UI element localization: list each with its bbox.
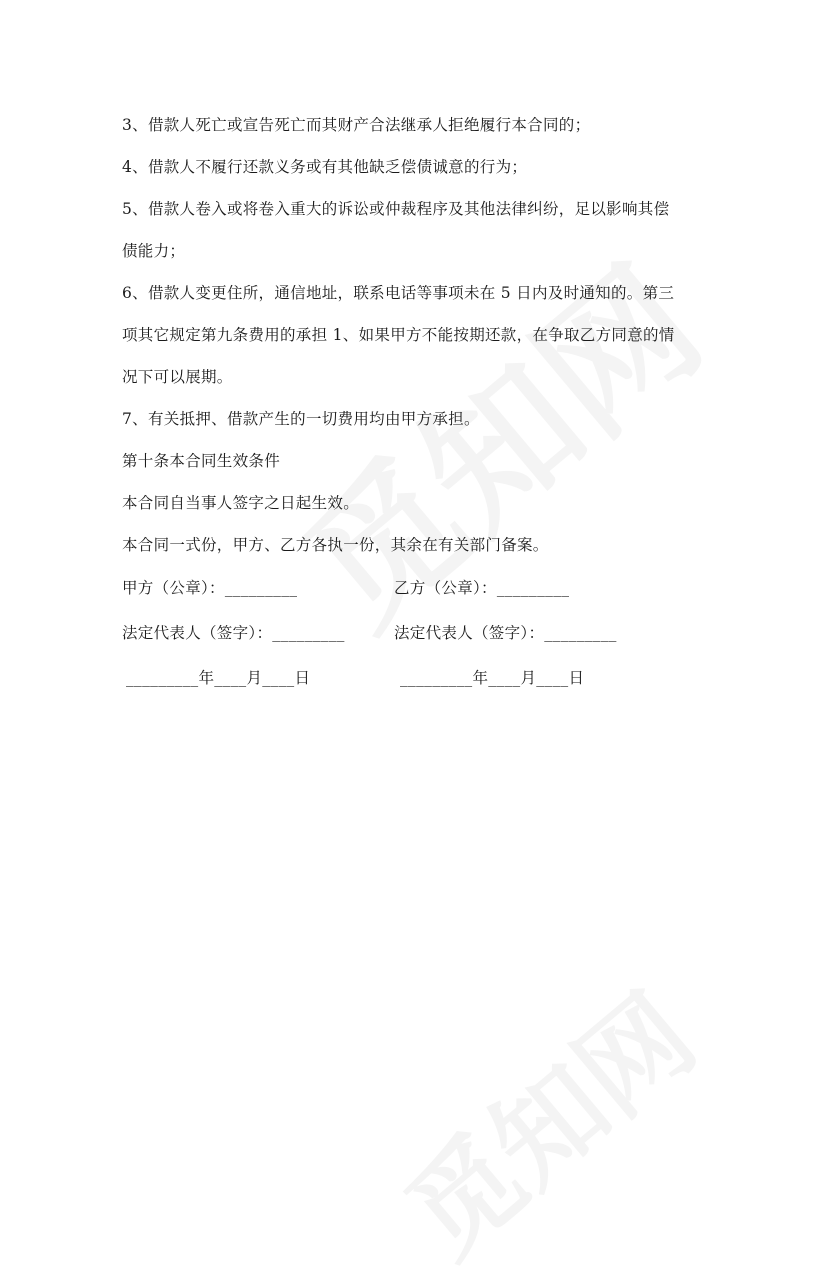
party-a-date: _________年____月____日 <box>126 669 311 687</box>
clause-6-line-3: 况下可以展期。 <box>122 368 233 386</box>
representative-row <box>122 611 712 656</box>
party-b-representative: 法定代表人（签字）：_________ <box>394 624 617 642</box>
party-b-date: _________年____月____日 <box>400 669 585 687</box>
party-a-representative: 法定代表人（签字）：_________ <box>122 624 345 642</box>
copies-clause: 本合同一式份，甲方、乙方各执一份，其余在有关部门备案。 <box>122 536 549 554</box>
clause-6-line-2: 项其它规定第九条费用的承担 1、如果甲方不能按期还款，在争取乙方同意的情 <box>122 326 675 344</box>
document-body <box>122 104 712 701</box>
clause-7: 7、有关抵押、借款产生的一切费用均由甲方承担。 <box>122 410 480 428</box>
clause-5-line-2: 债能力； <box>122 242 186 260</box>
party-a-seal: 甲方（公章）：_________ <box>122 579 298 597</box>
article-10-heading: 第十条本合同生效条件 <box>122 452 281 470</box>
effective-clause: 本合同自当事人签字之日起生效。 <box>122 494 360 512</box>
date-row <box>122 656 712 701</box>
clause-4: 4、借款人不履行还款义务或有其他缺乏偿债诚意的行为； <box>122 158 528 176</box>
clause-5-line-1: 5、借款人卷入或将卷入重大的诉讼或仲裁程序及其他法律纠纷，足以影响其偿 <box>122 200 670 218</box>
seal-row <box>122 566 712 611</box>
clause-6-line-1: 6、借款人变更住所，通信地址，联系电话等事项未在 5 日内及时通知的。第三 <box>122 284 675 302</box>
watermark-bottom <box>368 952 722 1285</box>
party-b-seal: 乙方（公章）：_________ <box>394 579 570 597</box>
clause-3: 3、借款人死亡或宣告死亡而其财产合法继承人拒绝履行本合同的； <box>122 116 591 134</box>
